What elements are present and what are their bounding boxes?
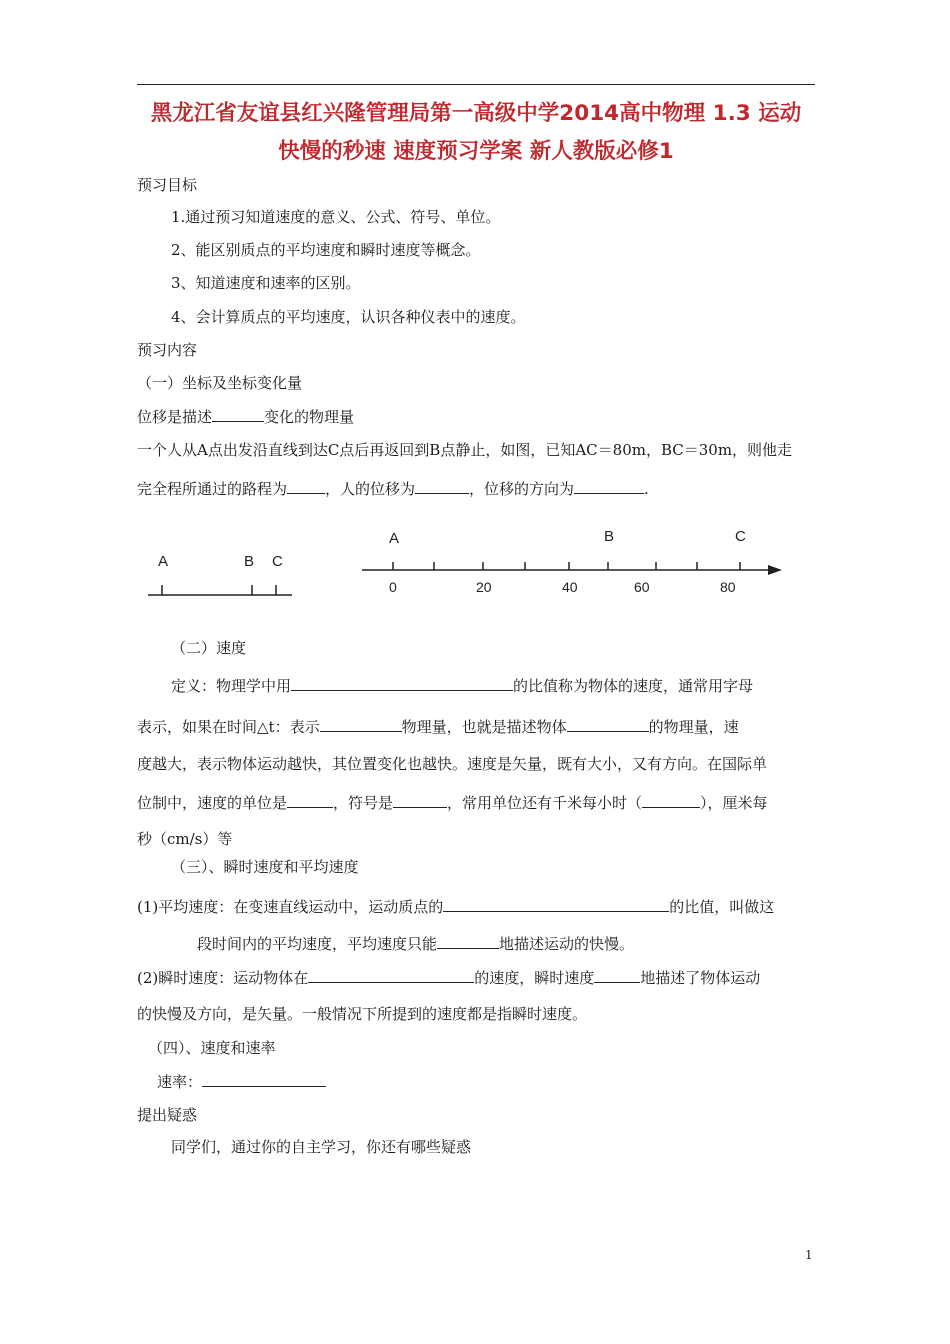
top-rule — [137, 84, 815, 85]
part3-line-1 — [137, 896, 774, 917]
part4-rate-line — [157, 1071, 326, 1092]
answer-blank[interactable] — [212, 406, 264, 422]
text: 变化的物理量 — [264, 408, 355, 426]
axis-point-c: C — [735, 528, 746, 545]
content-heading: 预习内容 — [137, 341, 198, 359]
point-label-b: B — [244, 553, 255, 570]
part3-line-3 — [137, 967, 760, 988]
axis-tick-40: 40 — [562, 579, 578, 595]
text: ），厘米每 — [700, 794, 768, 812]
part2-line-1 — [171, 675, 753, 696]
text: 完全程所通过的路程为 — [137, 480, 288, 498]
answer-blank[interactable] — [594, 967, 640, 983]
text: ，常用单位还有千米每小时（ — [447, 794, 643, 812]
objective-item-1: 1.通过预习知道速度的意义、公式、符号、单位。 — [171, 208, 501, 226]
answer-blank[interactable] — [308, 967, 474, 983]
text: ，位移的方向为 — [469, 480, 575, 498]
answer-blank[interactable] — [415, 478, 469, 494]
answer-blank[interactable] — [393, 792, 447, 808]
part1-question-2-line2 — [137, 478, 649, 499]
text: (2)瞬时速度：运动物体在 — [137, 969, 309, 987]
questions-heading: 提出疑惑 — [137, 1106, 198, 1124]
part4-heading: （四）、速度和速率 — [148, 1039, 276, 1057]
part3-line-2 — [197, 933, 634, 954]
text: 位移是描述 — [137, 408, 213, 426]
text: (1)平均速度：在变速直线运动中，运动质点的 — [137, 898, 444, 916]
axis-point-a: A — [389, 530, 400, 547]
part3-heading: （三）、瞬时速度和平均速度 — [171, 858, 359, 876]
text: 地描述运动的快慢。 — [499, 935, 635, 953]
text: 的速度，瞬时速度 — [474, 969, 595, 987]
text: 速率： — [157, 1073, 203, 1091]
axis-point-b: B — [604, 528, 615, 545]
answer-blank[interactable] — [443, 896, 669, 912]
point-label-c: C — [272, 553, 283, 570]
axis-tick-20: 20 — [476, 579, 492, 595]
answer-blank[interactable] — [642, 792, 700, 808]
text: 的物理量，速 — [648, 718, 739, 736]
text: 物理量，也就是描述物体 — [401, 718, 567, 736]
axis-tick-80: 80 — [720, 579, 736, 595]
text: . — [644, 480, 649, 498]
text: 地描述了物体运动 — [640, 969, 761, 987]
part1-question-2-line1: 一个人从A点出发沿直线到达C点后再返回到B点静止，如图，已知AC＝80m，BC＝30m，则他走 — [137, 441, 793, 459]
axis-tick-60: 60 — [634, 579, 650, 595]
answer-blank[interactable] — [287, 478, 325, 494]
text: ，人的位移为 — [325, 480, 416, 498]
diagram-abc-segment — [140, 548, 300, 608]
part2-line-2 — [137, 716, 739, 737]
part3-line-4: 的快慢及方向，是矢量。一般情况下所提到的速度都是指瞬时速度。 — [137, 1005, 588, 1023]
objective-item-4: 4、会计算质点的平均速度，认识各种仪表中的速度。 — [171, 308, 526, 326]
answer-blank[interactable] — [291, 675, 513, 691]
part1-heading: （一）坐标及坐标变化量 — [137, 374, 303, 392]
part2-line-4 — [137, 792, 768, 813]
answer-blank[interactable] — [574, 478, 644, 494]
answer-blank[interactable] — [567, 716, 649, 732]
objective-item-3: 3、知道速度和速率的区别。 — [171, 274, 361, 292]
text: 段时间内的平均速度，平均速度只能 — [197, 935, 438, 953]
objectives-heading: 预习目标 — [137, 176, 198, 194]
part2-line-5: 秒（cm/s）等 — [137, 830, 233, 848]
part2-heading: （二）速度 — [171, 639, 247, 657]
text: 表示，如果在时间△t：表示 — [137, 718, 320, 736]
part2-line-3: 度越大，表示物体运动越快，其位置变化也越快。速度是矢量，既有大小，又有方向。在国际单 — [137, 755, 768, 773]
answer-blank[interactable] — [287, 792, 333, 808]
point-label-a: A — [158, 553, 169, 570]
answer-blank[interactable] — [437, 933, 499, 949]
objective-item-2: 2、能区别质点的平均速度和瞬时速度等概念。 — [171, 241, 481, 259]
questions-text: 同学们，通过你的自主学习，你还有哪些疑惑 — [171, 1138, 472, 1156]
axis-tick-0: 0 — [389, 579, 397, 595]
text: 位制中，速度的单位是 — [137, 794, 288, 812]
answer-blank[interactable] — [320, 716, 402, 732]
text: 的比值，叫做这 — [669, 898, 775, 916]
text: 定义：物理学中用 — [171, 677, 292, 695]
diagram-coordinate-axis — [360, 524, 790, 604]
text: 的比值称为物体的速度，通常用字母 — [513, 677, 754, 695]
answer-blank[interactable] — [202, 1071, 326, 1087]
title-line-1: 黑龙江省友谊县红兴隆管理局第一高级中学2014高中物理 1.3 运动 — [150, 101, 802, 126]
part1-question-1 — [137, 406, 354, 427]
page-number: 1 — [805, 1248, 813, 1262]
text: ，符号是 — [333, 794, 394, 812]
title-line-2: 快慢的秒速 速度预习学案 新人教版必修1 — [278, 139, 674, 164]
